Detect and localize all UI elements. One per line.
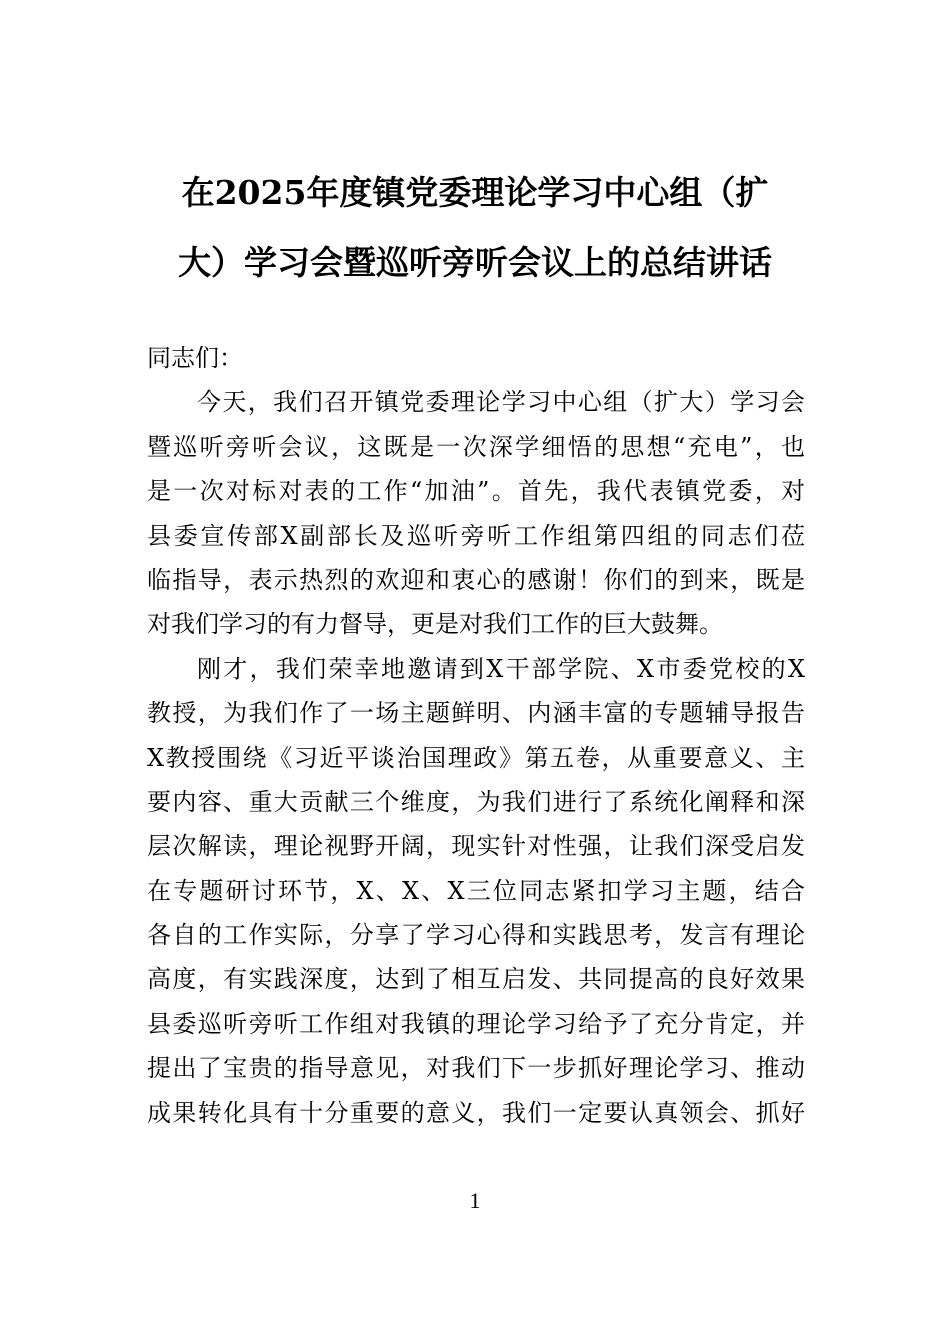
title-line: 在2025年度镇党委理论学习中心组（扩	[181, 173, 769, 212]
document-body	[147, 336, 805, 1135]
document-title	[140, 158, 810, 298]
text-line: 县委巡听旁听工作组对我镇的理论学习给予了充分肯定，并	[147, 1009, 805, 1038]
text-line: 是一次对标对表的工作“加油”。首先，我代表镇党委，对	[147, 477, 805, 506]
text-line: 要内容、重大贡献三个维度，为我们进行了系统化阐释和深	[147, 787, 805, 816]
text-line: 刚才，我们荣幸地邀请到X干部学院、X市委党校的X	[197, 654, 805, 683]
title-line: 大）学习会暨巡听旁听会议上的总结讲话	[178, 243, 772, 282]
text-line: 教授，为我们作了一场主题鲜明、内涵丰富的专题辅导报告	[147, 699, 805, 728]
text-line: 各自的工作实际，分享了学习心得和实践思考，发言有理论	[147, 921, 805, 950]
paragraph-1	[147, 380, 805, 646]
text-line: 在专题研讨环节，X、X、X三位同志紧扣学习主题，结合	[147, 876, 805, 905]
text-line: 县委宣传部X副部长及巡听旁听工作组第四组的同志们莅	[147, 521, 805, 550]
salutation: 同志们：	[147, 344, 243, 372]
text-line: 对我们学习的有力督导，更是对我们工作的巨大鼓舞。	[147, 610, 723, 639]
text-line: 提出了宝贵的指导意见，对我们下一步抓好理论学习、推动	[147, 1054, 805, 1083]
text-line: 成果转化具有十分重要的意义，我们一定要认真领会、抓好	[147, 1098, 805, 1127]
page-number: 1	[469, 1188, 481, 1213]
text-line: 临指导，表示热烈的欢迎和衷心的感谢！你们的到来，既是	[147, 565, 805, 594]
paragraph-2	[147, 647, 805, 1135]
text-line: 暨巡听旁听会议，这既是一次深学细悟的思想“充电”，也	[147, 432, 805, 461]
text-line: X教授围绕《习近平谈治国理政》第五卷，从重要意义、主	[147, 743, 805, 772]
text-line: 层次解读，理论视野开阔，现实针对性强，让我们深受启发	[147, 832, 805, 861]
text-line: 今天，我们召开镇党委理论学习中心组（扩大）学习会	[197, 388, 805, 417]
text-line: 高度，有实践深度，达到了相互启发、共同提高的良好效果	[147, 965, 805, 994]
